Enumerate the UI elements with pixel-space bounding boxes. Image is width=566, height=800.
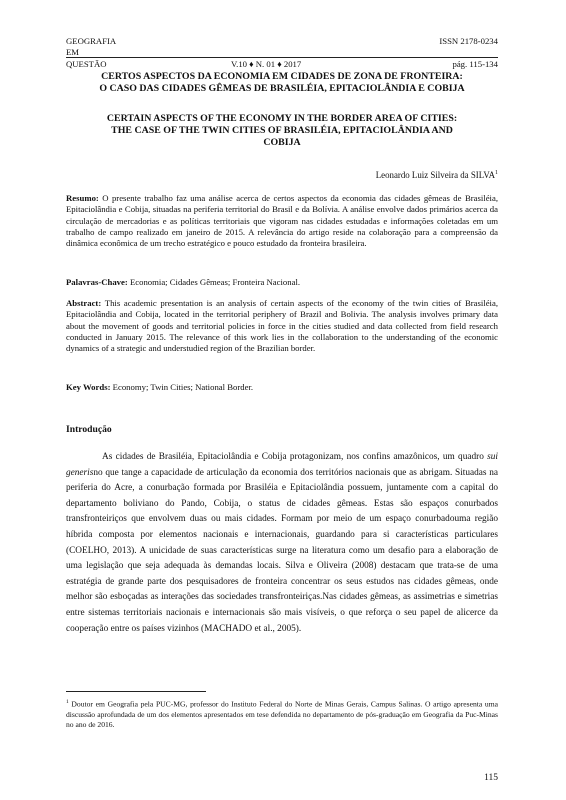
palavras-chave xyxy=(66,277,498,288)
palavras-chave-text: Economia; Cidades Gêmeas; Fronteira Nacional. xyxy=(127,277,301,287)
palavras-chave-label: Palavras-Chave: xyxy=(66,277,128,287)
author-footnote-mark: 1 xyxy=(495,170,498,177)
resumo-text: O presente trabalho faz uma análise acerca de certos aspectos da economia das cidades gêmeas de Brasiléia, Epitaciolândia e Cobija, situadas na periferia territorial do Brasil e da Bolívia. A análise envolve dados primários acerca da circulação de mercadorias e as políticas territoriais que vigoram nas cidades estudadas e informações coletadas em um trabalho de campo realizado em janeiro de 2015. A relevância do artigo reside na colaboração para a compreensão da dinâmica econômica de um trecho estratégico e pouco estudado da fronteira brasileira. xyxy=(66,193,498,249)
title-en-line2: THE CASE OF THE TWIN CITIES OF BRASILÉIA, EPITACIOLÂNDIA AND xyxy=(111,125,453,137)
author xyxy=(376,170,498,180)
issn: ISSN 2178-0234 xyxy=(439,36,498,46)
volume-info: V.10 ♦ N. 01 ♦ 2017 xyxy=(231,59,302,69)
title-en-line1: CERTAIN ASPECTS OF THE ECONOMY IN THE BORDER AREA OF CITIES: xyxy=(106,113,458,124)
footnote xyxy=(66,697,498,731)
key-words-label: Key Words: xyxy=(66,382,111,392)
page-range: pág. 115-134 xyxy=(452,59,498,69)
journal-header-row2 xyxy=(66,47,498,58)
section-heading-introducao: Introdução xyxy=(66,424,112,435)
title-en-line3: COBIJA xyxy=(263,137,301,149)
title-pt-line1: CERTOS ASPECTOS DA ECONOMIA EM CIDADES DE ZONA DE FRONTEIRA: xyxy=(101,71,463,82)
abstract-label: Abstract: xyxy=(66,298,102,308)
intro-text-b: no que tange a capacidade de articulação da economia dos territórios nacionais que as abrigam. Situadas na periferia do Acre, a conurbação formada por Brasiléia e Epitaciolândia possuem, juntamente com a capital do departamento boliviano do Pando, Cobija, o status de cidades gêmeas. Estas são espaços conurbados transfronteiriços que envolvem duas ou mais cidades. Formam por meio de um espaço conurbadouma região híbrida composta por elementos nacionais e internacionais, guardando para si características particulares (COELHO, 2013). A unicidade de suas características surge na literatura como um desafio para a elaboração de uma legislação que seja adequada às demandas locais. Silva e Oliveira (2008) destacam que trata-se de uma estratégia de grande parte dos pesquisadores de fronteira concentrar os seus estudos nas cidades gêmeas, onde melhor são esboçadas as interações das sociedades transfronteiriças.Nas cidades gêmeas, as assimetrias e simetrias entre sistemas territoriais nacionais e internacionais são mais visíveis, o que reforça o seu papel de alicerce da cooperação entre os países vizinhos (MACHADO et al., 2005). xyxy=(66,467,498,634)
intro-text-a: As cidades de Brasiléia, Epitaciolândia e Cobija protagonizam, nos confins amazônicos, um quadro xyxy=(102,452,488,462)
title-portuguese xyxy=(66,71,498,95)
resumo-paragraph xyxy=(66,193,498,249)
key-words xyxy=(66,382,498,393)
author-name: Leonardo Luiz Silveira da SILVA xyxy=(375,170,495,180)
abstract-paragraph xyxy=(66,298,498,354)
footnote-text: Doutor em Geografia pela PUC-MG, professor do Instituto Federal do Norte de Minas Gerais, Campus Salinas. O artigo apresenta uma discussão aprofundada de um dos elementos apresentados em tese defendida no departamento de pós-graduação em Geografia da Puc-Minas no ano de 2016. xyxy=(66,699,498,730)
journal-name-line1: GEOGRAFIA xyxy=(66,36,117,46)
abstract-text: This academic presentation is an analysis of certain aspects of the economy of the twin cities of Brasiléia, Epitaciolândia and Cobija, located in the territorial periphery of Brazil and Bolivia. The analysis involves primary data about the movement of goods and territorial policies in force in the cities studied and data collected from field research conducted in January 2015. The relevance of this work lies in the collaboration to the understanding of the economic dynamics of a strategic and understudied region of the Brazilian border. xyxy=(66,298,498,354)
journal-header-row3 xyxy=(66,59,498,70)
title-english xyxy=(66,113,498,150)
intro-text-emphasis: sui generis xyxy=(66,452,498,478)
journal-name-line2: EM xyxy=(66,47,80,57)
resumo-label: Resumo: xyxy=(66,193,99,203)
title-pt-line2: O CASO DAS CIDADES GÊMEAS DE BRASILÉIA, EPITACIOLÂNDIA E COBIJA xyxy=(99,83,465,95)
footnote-separator xyxy=(66,691,206,692)
footnote-mark: 1 xyxy=(66,699,69,705)
page-number: 115 xyxy=(484,773,498,783)
key-words-text: Economy; Twin Cities; National Border. xyxy=(110,382,254,392)
journal-header-row1 xyxy=(66,36,498,47)
introduction-paragraph xyxy=(66,450,498,637)
journal-name-line3: QUESTÃO xyxy=(66,59,107,69)
